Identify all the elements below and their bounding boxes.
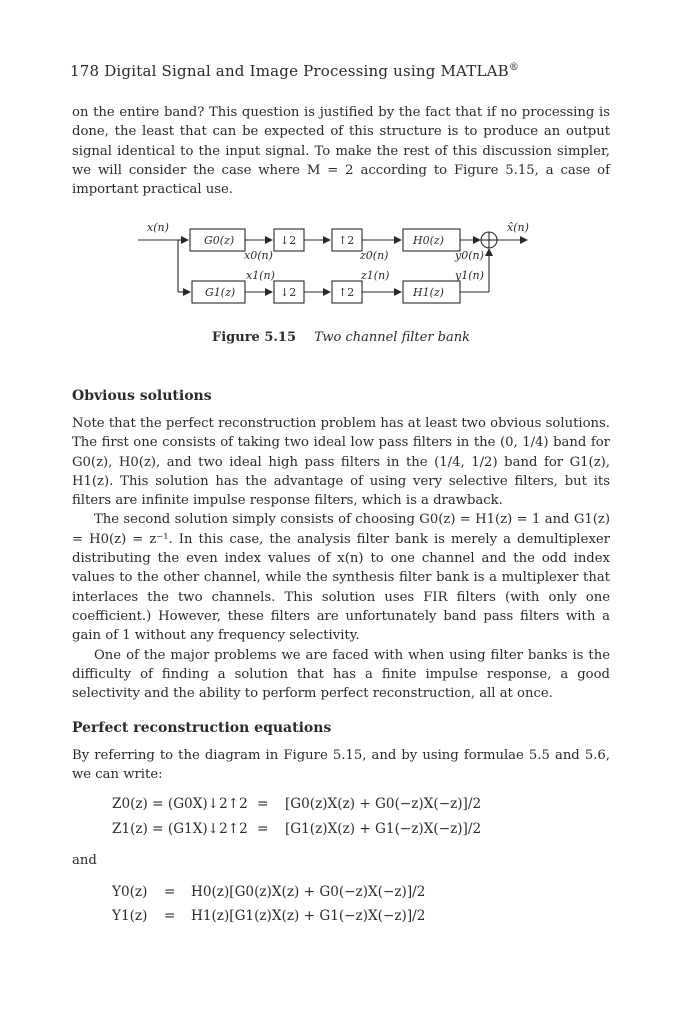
equation-z0-equals: = [257,796,269,812]
registered-mark: ® [508,62,520,73]
h0-label: H0(z) [413,234,444,247]
equation-z1-equals: = [257,821,269,837]
equation-y1-equals: = [164,908,176,924]
obvious-p1: Note that the perfect reconstruction problem has at least two obvious solutions. The first one consists of taking two ideal low pass filters in the (0, 1/4) band for G0(z), H0(z), and two ideal high pass filters in the (1/4, 1/2) band for G1(z), H1(z). This solution has the advantage of using very selective filters, but its filters are infinite impulse response filters, which is a drawback. [72,416,610,509]
caption-number: Figure 5.15 [211,330,297,345]
and-connector: and [72,853,97,868]
equation-y1-lhs: Y1(z) [112,908,148,924]
up-bottom-label: ↑2 [338,286,355,299]
equation-z0-rhs: [G0(z)X(z) + G0(−z)X(−z)]/2 [285,796,482,812]
equation-y0-lhs: Y0(z) [112,884,148,900]
caption-text: Two channel filter bank [314,330,470,345]
g0-label: G0(z) [204,234,235,247]
equation-y0-rhs: H0(z)[G0(z)X(z) + G0(−z)X(−z)]/2 [191,884,426,900]
x1-label: x1(n) [246,269,275,282]
section-title-perfect: Perfect reconstruction equations [72,720,332,736]
z1-label: z1(n) [361,269,390,282]
obvious-p3: One of the major problems we are faced with when using filter banks is the difficulty of finding a solution that has a finite impulse response, a good selectivity and the ability to perform perfect reconstruction, all at once. [72,647,610,702]
figure-caption [0,330,682,345]
h1-label: H1(z) [413,286,444,299]
g1-label: G1(z) [205,286,236,299]
section-title-obvious: Obvious solutions [72,388,212,404]
obvious-p2: The second solution simply consists of choosing G0(z) = H1(z) = 1 and G1(z) = H0(z) = z⁻¹. In this case, the analysis filter bank is merely a demultiplexer distributing the even index values of x(n) to one channel and the odd index values to the other channel, while the synthesis filter bank is a multiplexer that interlaces the two channels. This solution uses FIR filters (with only one coefficient.) However, these filters are unfortunately band pass filters with a gain of 1 without any frequency selectivity. [72,512,610,644]
up-top-label: ↑2 [338,234,355,247]
intro-paragraph [72,103,610,199]
page-number: 178 [70,62,100,80]
equation-y1-rhs: H1(z)[G1(z)X(z) + G1(−z)X(−z)]/2 [191,908,426,924]
perfect-intro-paragraph [72,746,610,785]
equation-z0-lhs: Z0(z) = (G0X)↓2↑2 [112,796,248,812]
output-label: x̂(n) [507,221,529,234]
intro-text: on the entire band? This question is justified by the fact that if no processing is done, the least that can be expected of this structure is to produce an output signal identical to the input signal. To make the rest of this discussion simpler, we will consider the case where M = 2 according to Figure 5.15, a case of important practical use. [72,105,610,198]
perfect-intro-text: By referring to the diagram in Figure 5.15, and by using formulae 5.5 and 5.6, we can write: [72,748,610,783]
equation-y0-equals: = [164,884,176,900]
down-bottom-label: ↓2 [280,286,297,299]
y1-label: y1(n) [455,269,484,282]
running-header [70,62,519,80]
input-label: x(n) [147,221,169,234]
z0-label: z0(n) [360,249,389,262]
x0-label: x0(n) [244,249,273,262]
y0-label: y0(n) [455,249,484,262]
down-top-label: ↓2 [280,234,297,247]
equation-z1-rhs: [G1(z)X(z) + G1(−z)X(−z)]/2 [285,821,482,837]
obvious-solutions-body [72,414,610,703]
filter-bank-diagram [0,215,682,335]
book-title: Digital Signal and Image Processing using MATLAB [104,62,509,80]
equation-z1-lhs: Z1(z) = (G1X)↓2↑2 [112,821,248,837]
